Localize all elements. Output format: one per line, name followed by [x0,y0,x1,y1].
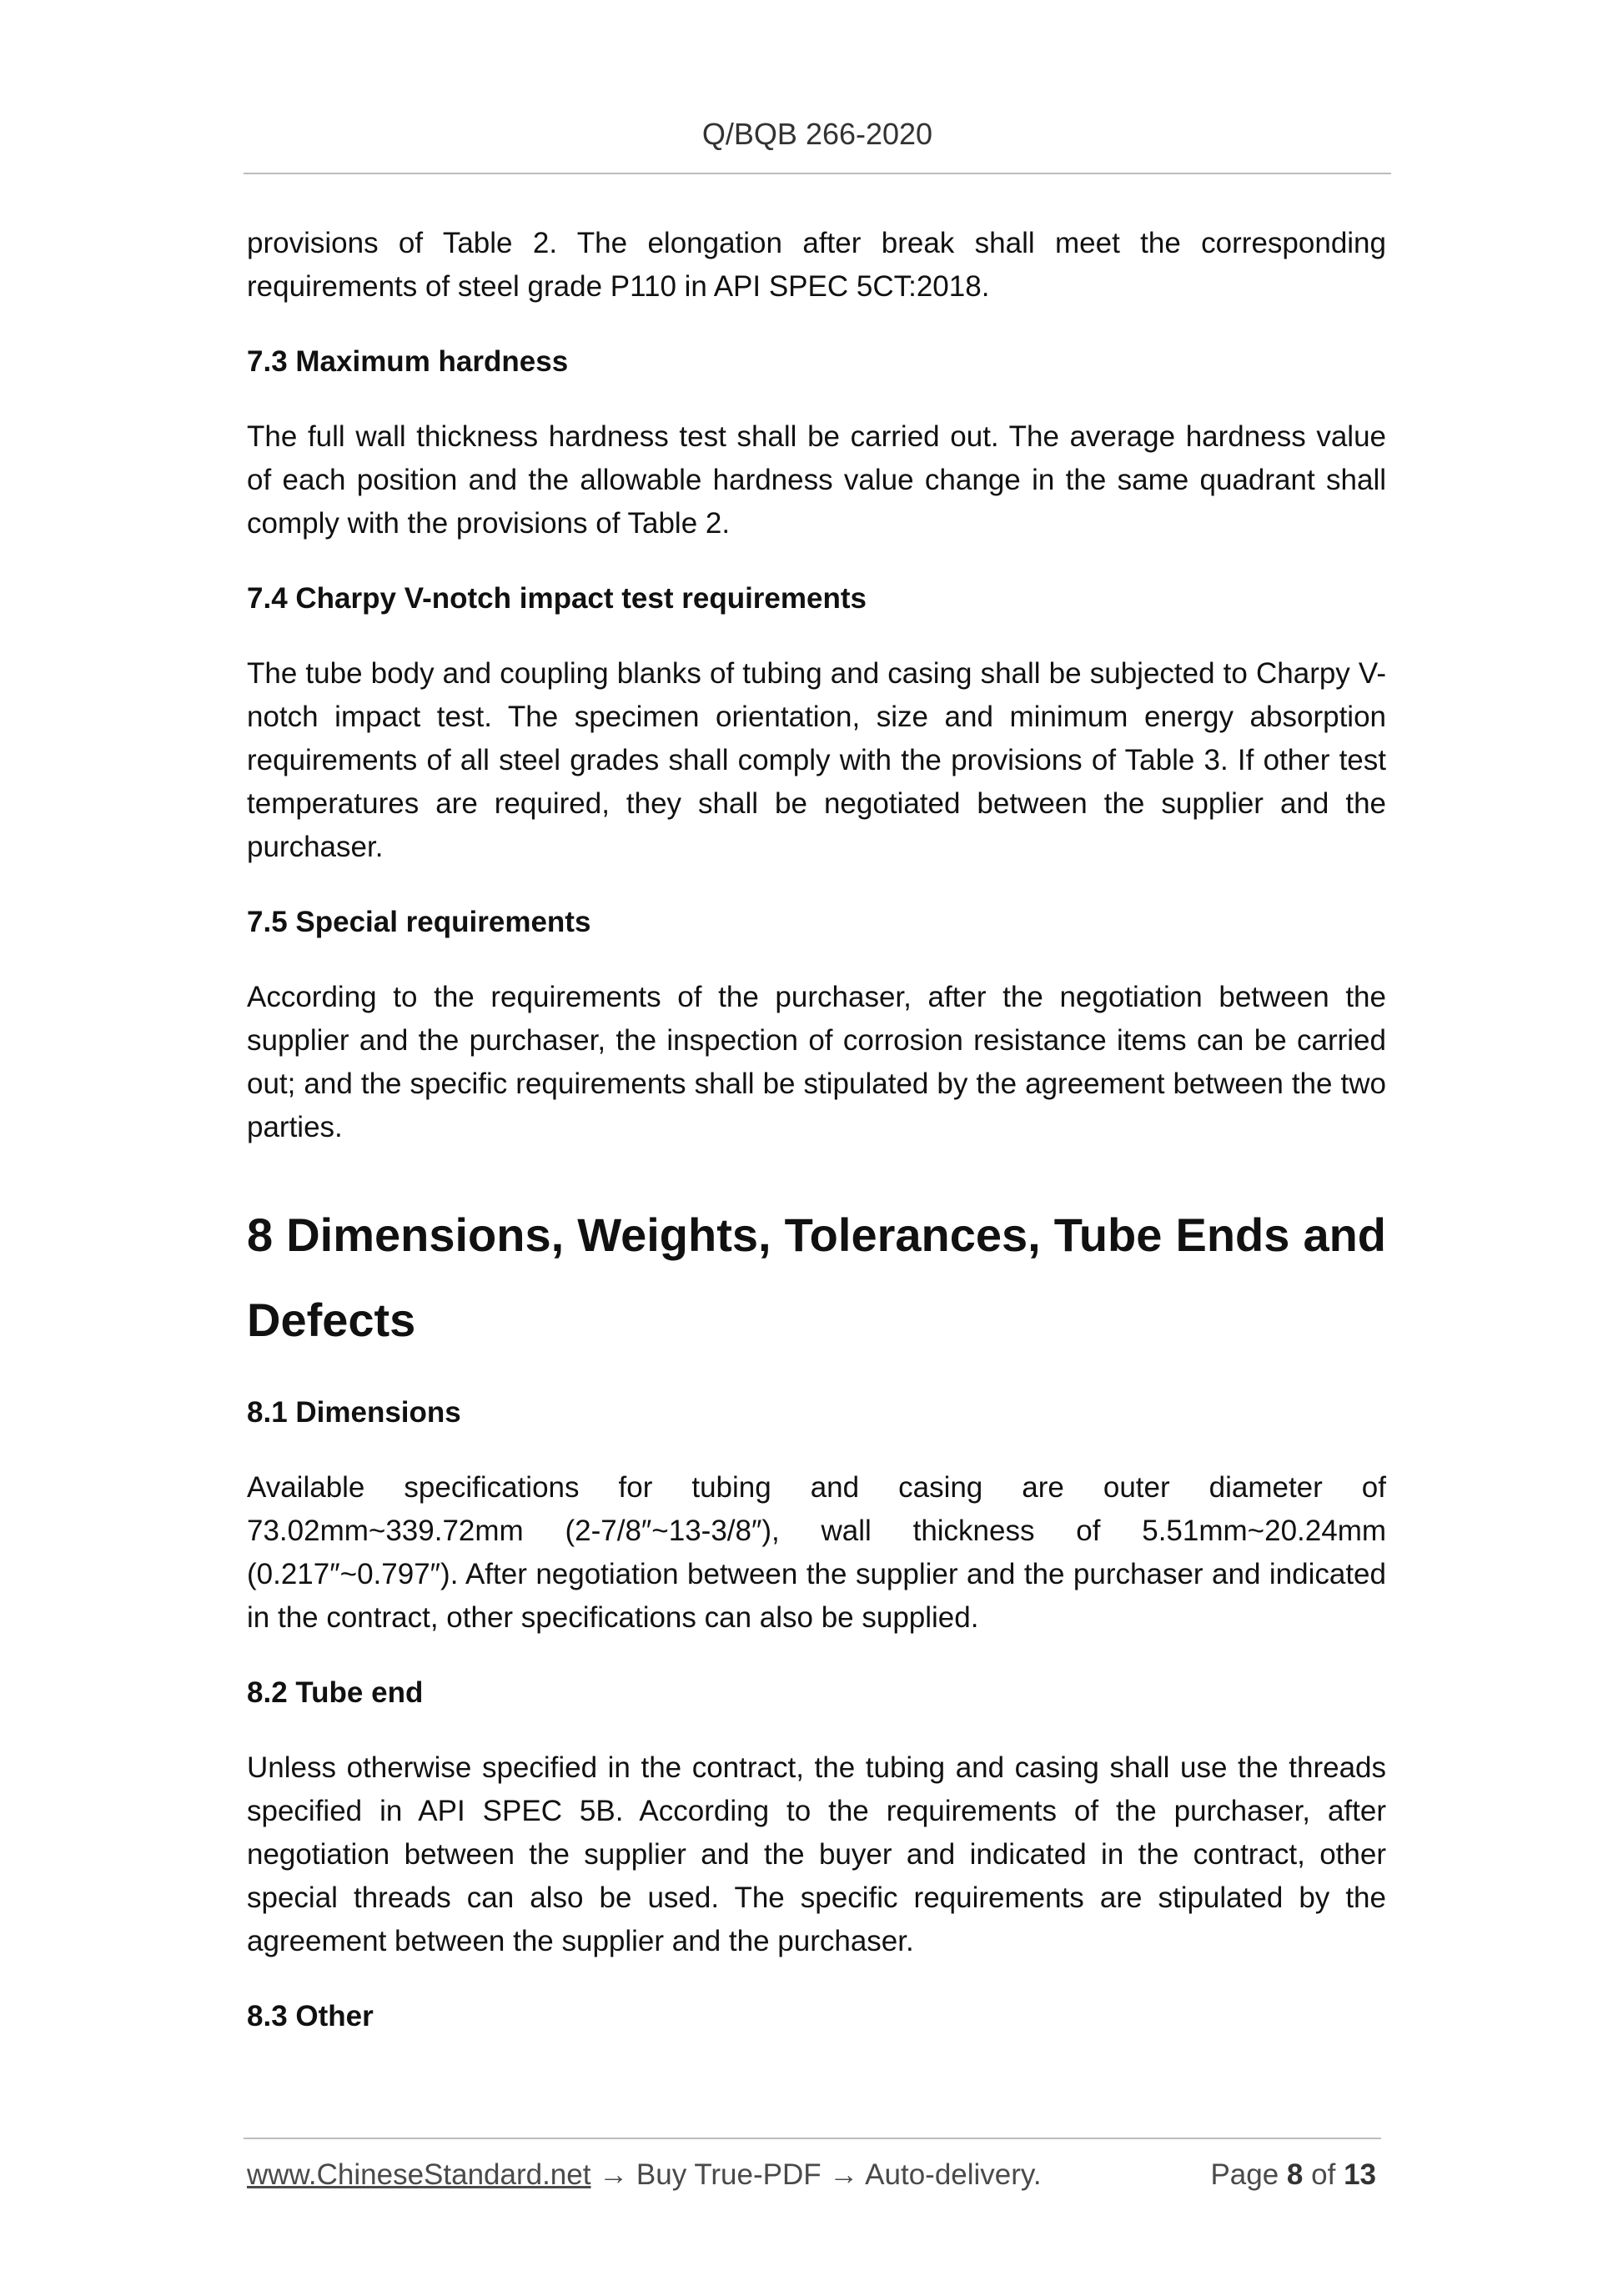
document-body [247,222,1386,2070]
footer-tagline: → Buy True-PDF → Auto-delivery. [590,2158,1042,2191]
paragraph-8-1: Available specifications for tubing and casing are outer diameter of 73.02mm~339.72mm (2-7/8″~13-3/8″), wall thickness of 5.51mm~20.24mm (0.217″~0.797″). After negotiation between the supplier and the purchaser and indicated in the contract, other specifications can also be supplied. [247,1471,1386,1634]
footer-divider [244,2138,1381,2139]
page-total: 13 [1344,2158,1376,2191]
section-heading-8-1: 8.1 Dimensions [247,1396,461,1429]
page-footer [247,2158,1381,2192]
section-heading-8-2: 8.2 Tube end [247,1676,424,1709]
paragraph-7-5: According to the requirements of the purchaser, after the negotiation between the supplier and the purchaser, the inspection of corrosion resistance items can be carried out; and the specific requirements shall be stipulated by the agreement between the two parties. [247,981,1386,1143]
paragraph-8-2: Unless otherwise specified in the contract, the tubing and casing shall use the threads specified in API SPEC 5B. According to the requirements of the purchaser, after negotiation between the supplier and the buyer and indicated in the contract, other special threads can also be used. The specific requirements are stipulated by the agreement between the supplier and the purchaser. [247,1751,1386,1957]
page-header-doc-code: Q/BQB 266-2020 [701,117,933,151]
page-current: 8 [1286,2158,1304,2191]
header-divider [244,173,1391,174]
chinesestandard-link[interactable]: www.ChineseStandard.net [247,2158,591,2191]
paragraph-7-4: The tube body and coupling blanks of tubing and casing shall be subjected to Charpy V-notch impact test. The specimen orientation, size and minimum energy absorption requirements of all steel grades shall comply with the provisions of Table 3. If other test temperatures are required, they shall be negotiated between the supplier and the purchaser. [247,657,1386,863]
section-heading-7-4: 7.4 Charpy V-notch impact test requirements [247,582,867,615]
page-of-label: of [1311,2158,1336,2191]
chapter-heading-8: 8 Dimensions, Weights, Tolerances, Tube Ends and Defects [247,1208,1386,1346]
paragraph-7-3: The full wall thickness hardness test shall be carried out. The average hardness value of each position and the allowable hardness value change in the same quadrant shall comply with the provisions of Table 2. [247,420,1386,540]
section-heading-7-3: 7.3 Maximum hardness [247,345,569,378]
page-number [1210,2158,1376,2192]
page-label: Page [1210,2158,1279,2191]
section-heading-7-5: 7.5 Special requirements [247,906,591,938]
paragraph-intro: provisions of Table 2. The elongation after break shall meet the corresponding requirements of steel grade P110 in API SPEC 5CT:2018. [247,227,1386,303]
section-heading-8-3: 8.3 Other [247,2000,374,2032]
